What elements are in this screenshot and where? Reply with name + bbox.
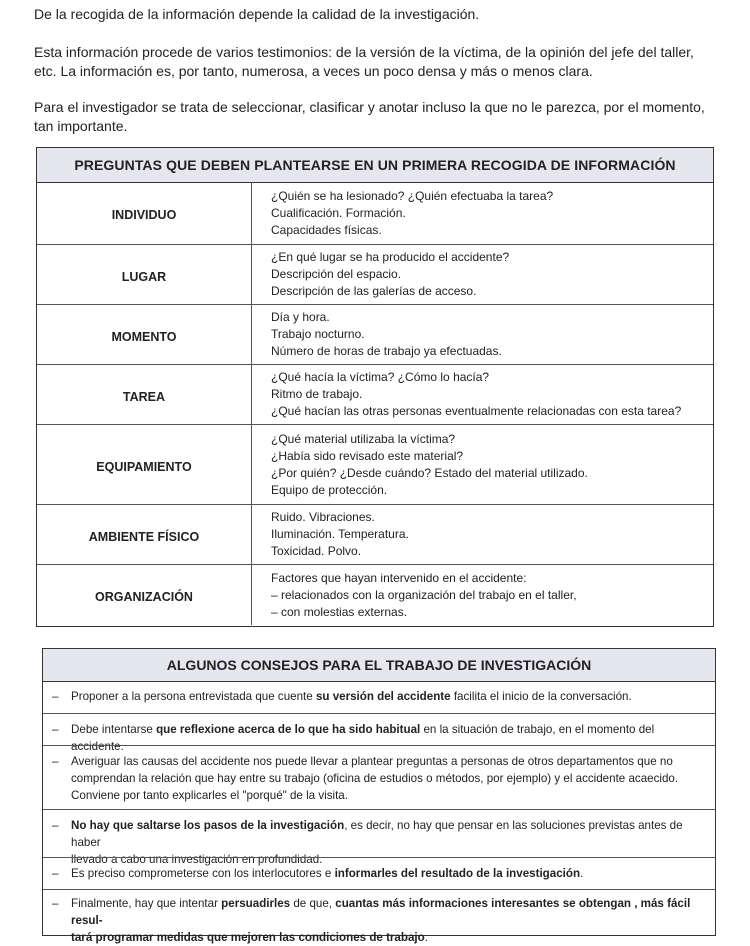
table-row-individuo: [37, 182, 713, 244]
tip-dash: –: [52, 755, 59, 768]
row-line: Descripción del espacio.: [271, 267, 402, 281]
tip-dash: –: [52, 897, 59, 910]
tip-dash: –: [52, 690, 59, 703]
tip-text: Proponer a la persona entrevistada que cuente su versión del accidente facilita el inicio de la conversación.: [71, 690, 632, 703]
row-line: Día y hora.: [271, 310, 330, 324]
row-line: Iluminación. Temperatura.: [271, 527, 409, 541]
row-description: [252, 245, 713, 304]
tip-item: [43, 857, 715, 889]
row-line: Número de horas de trabajo ya efectuadas.: [271, 344, 502, 358]
row-line: Factores que hayan intervenido en el accidente:: [271, 570, 527, 585]
row-category: TAREA: [37, 365, 252, 424]
tip-text: Es preciso comprometerse con los interlocutores e informarles del resultado de la investigación.: [71, 867, 584, 880]
intro-paragraph-3-line-2: tan importante.: [34, 118, 128, 134]
tip-text: Debe intentarse que reflexione acerca de lo que ha sido habitual en la situación de trabajo, en el momento del accidente.: [71, 723, 655, 753]
tip-dash: –: [52, 867, 59, 880]
intro-paragraph-2-line-2: etc. La información es, por tanto, numerosa, a veces un poco densa y más o menos clara.: [34, 63, 593, 79]
row-description: [252, 365, 713, 424]
row-line: ¿Quién se ha lesionado? ¿Quién efectuaba la tarea?: [271, 188, 554, 203]
row-category: EQUIPAMIENTO: [37, 425, 252, 504]
row-line: Descripción de las galerías de acceso.: [271, 284, 477, 298]
intro-paragraph-2-line-1: Esta información procede de varios testimonios: de la versión de la víctima, de la opinión del jefe del taller,: [34, 44, 694, 60]
row-line: ¿Qué material utilizaba la víctima?: [271, 431, 456, 446]
intro-paragraph-3-line-1: Para el investigador se trata de seleccionar, clasificar y anotar incluso la que no le parezca, por el momento,: [34, 99, 705, 115]
row-line: ¿Qué hacían las otras personas eventualmente relacionadas con esta tarea?: [271, 404, 682, 418]
row-line: ¿Había sido revisado este material?: [271, 448, 464, 463]
questions-table-title: PREGUNTAS QUE DEBEN PLANTEARSE EN UN PRIMERA RECOGIDA DE INFORMACIÓN: [37, 148, 713, 183]
row-line: Toxicidad. Polvo.: [271, 544, 362, 558]
table-row-equipamiento: [37, 424, 713, 504]
row-description: [252, 505, 713, 564]
row-category: ORGANIZACIÓN: [37, 565, 252, 625]
row-line: ¿Qué hacía la víctima? ¿Cómo lo hacía?: [271, 370, 490, 384]
row-line: ¿En qué lugar se ha producido el accidente?: [271, 250, 510, 264]
row-line: – con molestias externas.: [271, 604, 408, 619]
tip-dash: –: [52, 819, 59, 832]
tip-item: [43, 745, 715, 809]
tip-item: [43, 809, 715, 866]
tip-text: Averiguar las causas del accidente nos puede llevar a plantear preguntas a personas de otros departamentos que no comprendan la relación que hay entre su trabajo (oficina de estudios o métodos, por ejemplo) y el accidente acaecido. Conviene por tanto explicarles el "porqué" de la visita.: [71, 755, 679, 802]
row-category: MOMENTO: [37, 305, 252, 364]
tip-item: [43, 889, 715, 944]
row-line: Ritmo de trabajo.: [271, 387, 363, 401]
row-category: LUGAR: [37, 245, 252, 304]
tips-table-title: ALGUNOS CONSEJOS PARA EL TRABAJO DE INVESTIGACIÓN: [43, 649, 715, 682]
row-description: [252, 565, 713, 625]
tip-item: [43, 681, 715, 713]
tips-table: [42, 648, 716, 944]
row-line: Cualificación. Formación.: [271, 205, 406, 220]
row-category: AMBIENTE FÍSICO: [37, 505, 252, 564]
intro-paragraph-1: De la recogida de la información depende la calidad de la investigación.: [34, 6, 480, 22]
table-row-ambiente-fisico: [37, 504, 713, 564]
row-line: – relacionados con la organización del trabajo en el taller,: [271, 587, 577, 602]
table-row-tarea: [37, 364, 713, 424]
row-description: [252, 305, 713, 364]
tip-text: Finalmente, hay que intentar persuadirles de que, cuantas más informaciones interesantes se obtengan , más fácil resul- tará programar medidas que mejoren las condiciones de trabajo.: [71, 897, 691, 944]
table-row-momento: [37, 304, 713, 364]
row-category: INDIVIDUO: [37, 182, 252, 244]
row-line: Trabajo nocturno.: [271, 327, 365, 341]
row-line: Equipo de protección.: [271, 482, 388, 497]
row-line: ¿Por quién? ¿Desde cuándo? Estado del material utilizado.: [271, 465, 588, 480]
row-line: Ruido. Vibraciones.: [271, 510, 375, 524]
table-row-lugar: [37, 244, 713, 304]
tip-item: [43, 713, 715, 753]
tip-text: No hay que saltarse los pasos de la investigación, es decir, no hay que pensar en las soluciones previstas antes de haber llevado a cabo una investigación en profundidad.: [71, 819, 683, 866]
tip-dash: –: [52, 723, 59, 736]
table-row-organizacion: [37, 564, 713, 625]
questions-table: [36, 147, 714, 627]
row-description: [252, 425, 713, 504]
row-line: Capacidades físicas.: [271, 222, 382, 237]
row-description: [252, 182, 713, 244]
